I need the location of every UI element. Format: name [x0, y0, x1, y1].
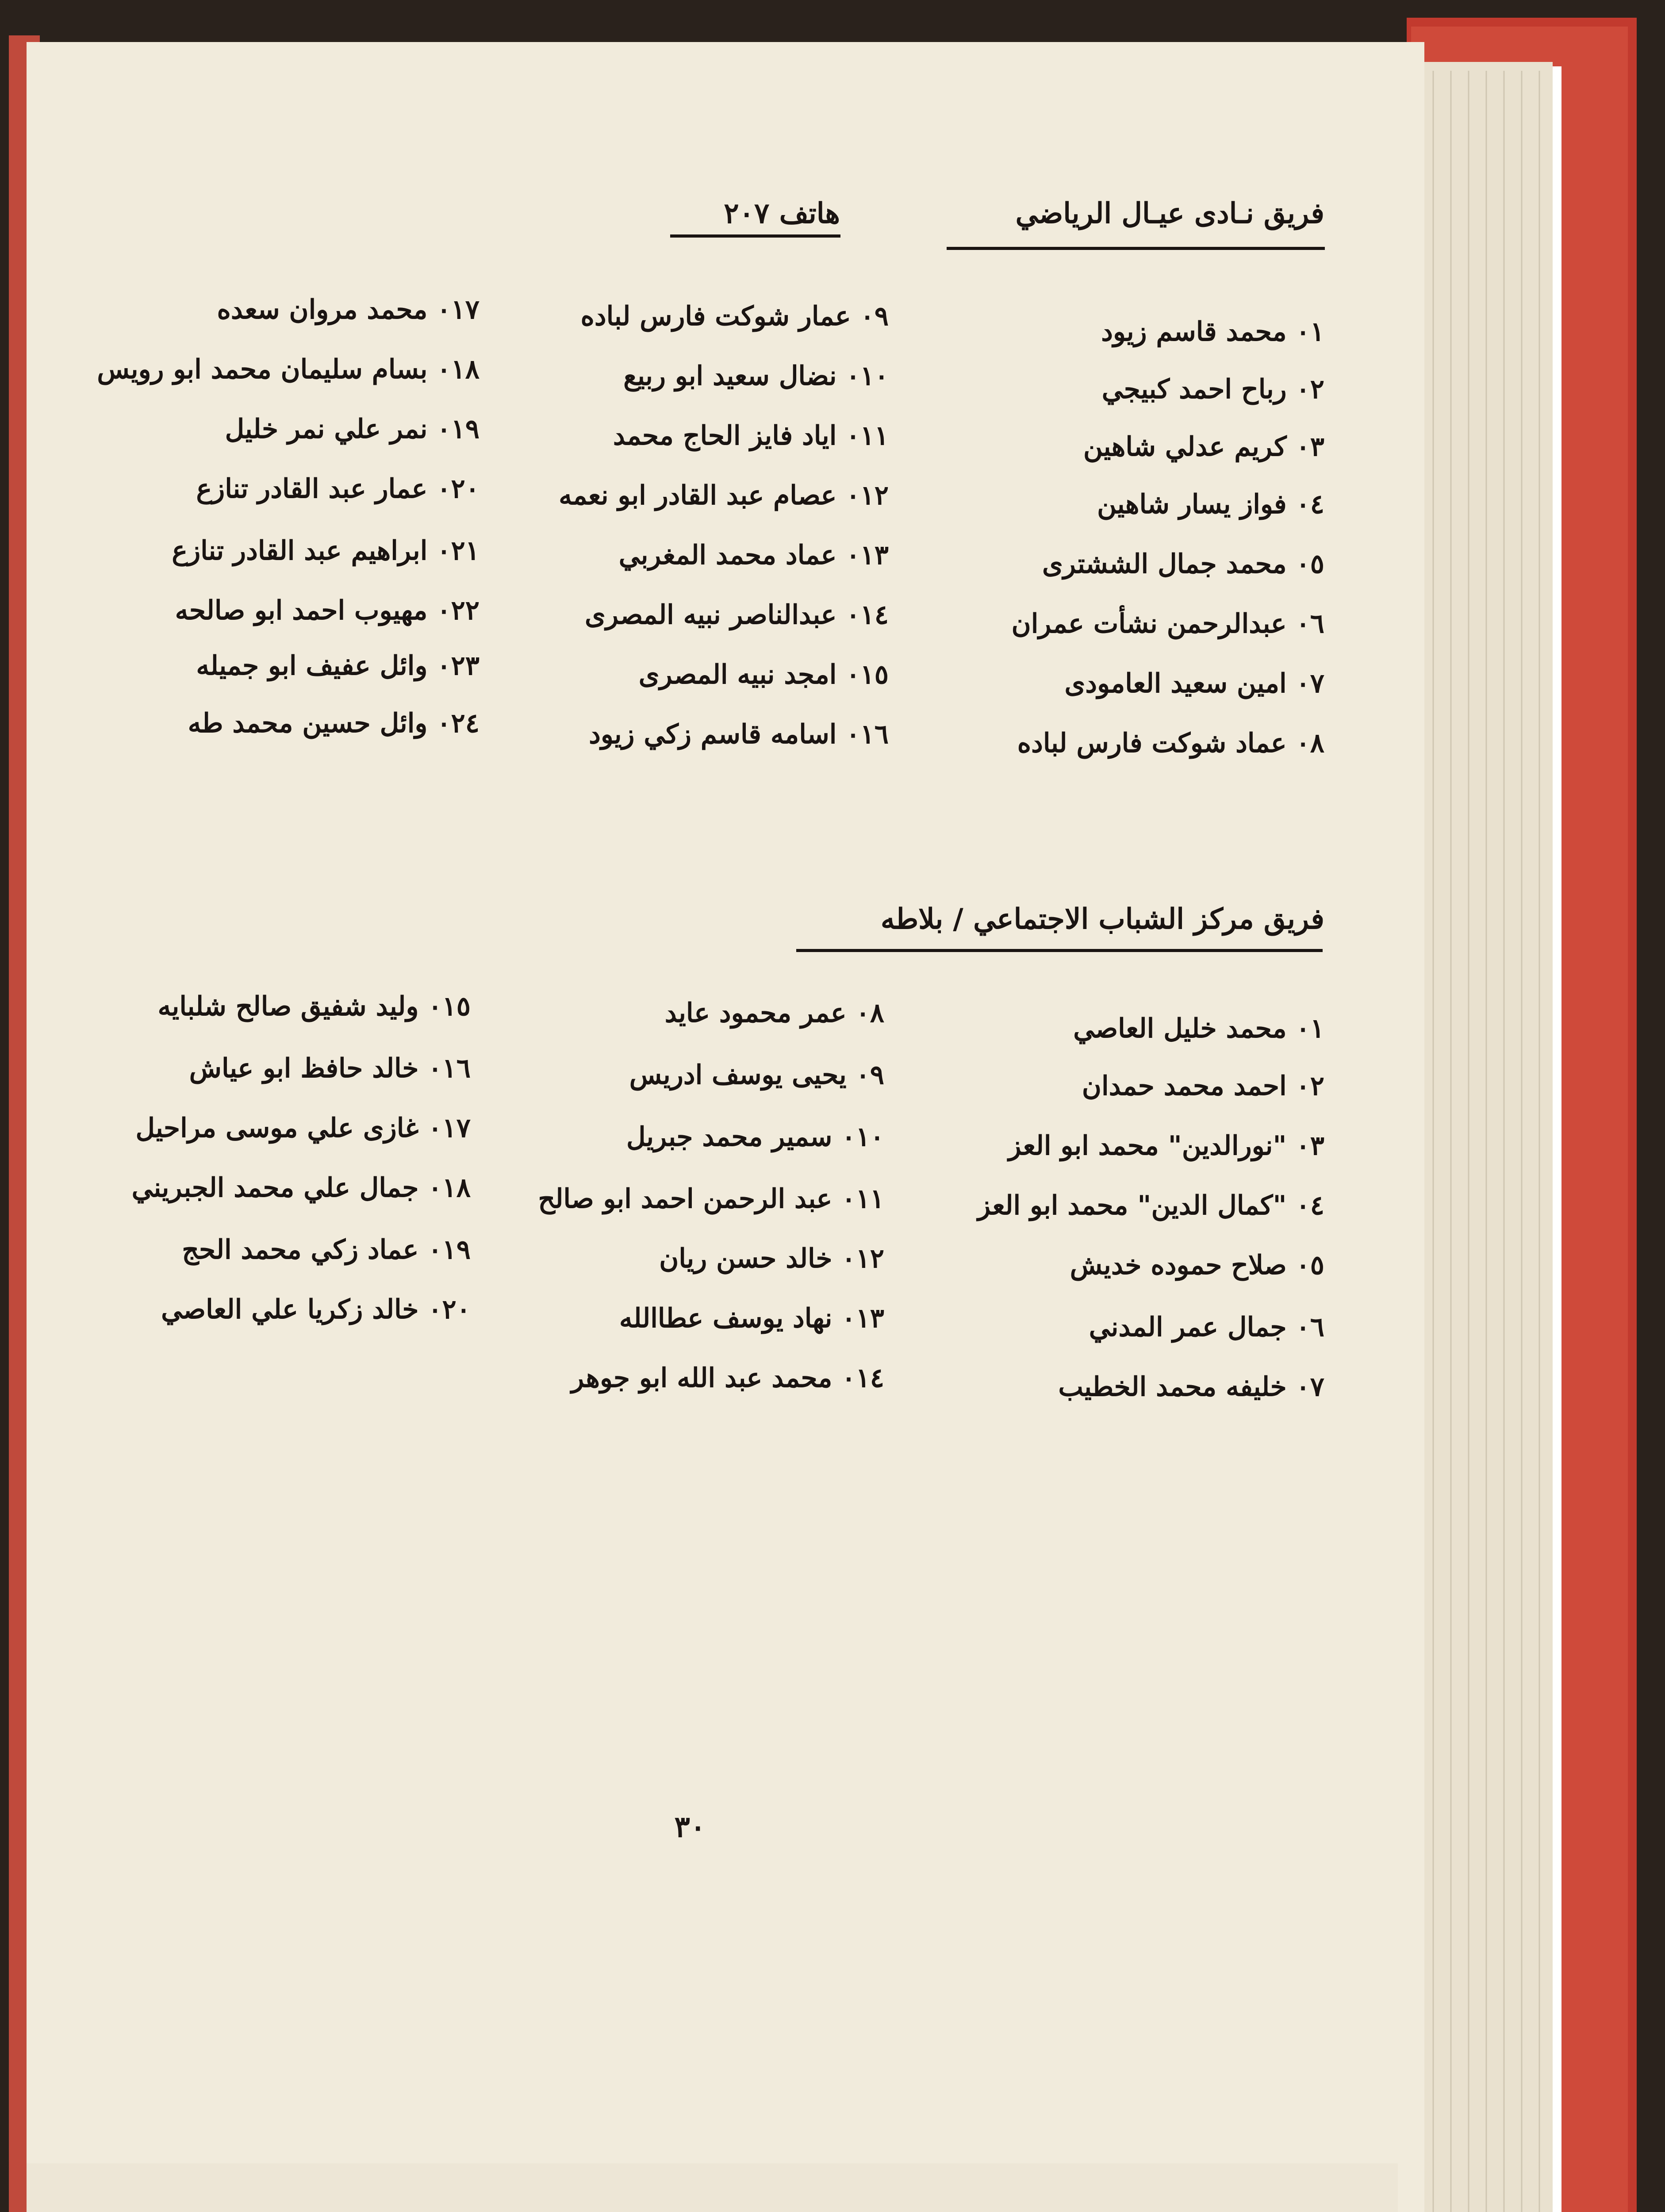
- section1-member: ٠١٥ امجد نبيه المصرى: [638, 659, 889, 690]
- section1-member: ٠٢٤ وائل حسين محمد طه: [188, 708, 480, 739]
- section2-member: ٠١٣ نهاد يوسف عطاالله: [619, 1303, 884, 1334]
- section2-member: ٠١٢ خالد حسن ريان: [659, 1243, 884, 1274]
- section2-member: ٠١٩ عماد زكي محمد الحج: [182, 1234, 471, 1265]
- section2-member: ٠١١ عبد الرحمن احمد ابو صالح: [538, 1183, 884, 1214]
- section2-member: ٠١٥ وليد شفيق صالح شلبايه: [157, 991, 471, 1022]
- section2-member: ٠١٧ غازى علي موسى مراحيل: [135, 1113, 471, 1144]
- section1-member: ٠٢١ ابراهيم عبد القادر تنازع: [172, 535, 480, 566]
- section1-member: ٠١١ اياد فايز الحاج محمد: [613, 420, 889, 451]
- section1-member: ٠١٣ عماد محمد المغربي: [618, 540, 889, 571]
- section1-member: ٠١٧ محمد مروان سعده: [217, 294, 480, 325]
- section1-title-underline: [947, 247, 1325, 250]
- section2-member: ٠٧ خليفه محمد الخطيب: [1058, 1371, 1324, 1402]
- section1-member: ٠٣ كريم عدلي شاهين: [1083, 431, 1324, 462]
- section1-title: فريق نـادى عيـال الرياضي: [1015, 197, 1324, 230]
- section1-member: ٠٤ فواز يسار شاهين: [1097, 489, 1324, 520]
- section2-member: ٠٢ احمد محمد حمدان: [1082, 1071, 1324, 1102]
- section1-phone: هاتف ٢٠٧: [724, 197, 840, 230]
- section1-member: ٠١٤ عبدالناصر نبيه المصرى: [585, 599, 889, 630]
- section2-member: ٠١٠ سمير محمد جبريل: [626, 1121, 884, 1152]
- section2-member: ٠٤ "كمال الدين" محمد ابو العز: [978, 1190, 1324, 1221]
- section1-member: ٠١ محمد قاسم زيود: [1101, 316, 1324, 347]
- section1-member: ٠١٩ نمر علي نمر خليل: [225, 414, 480, 445]
- section1-member: ٠٢٢ مهيوب احمد ابو صالحه: [175, 595, 480, 626]
- section2-member: ٠٢٠ خالد زكريا علي العاصي: [161, 1294, 471, 1325]
- section2-member: ٠١٦ خالد حافظ ابو عياش: [189, 1053, 471, 1084]
- section1-member: ٠٥ محمد جمال الششترى: [1042, 549, 1324, 580]
- section2-member: ٠٩ يحيى يوسف ادريس: [629, 1060, 884, 1091]
- section2-member: ٠١٤ محمد عبد الله ابو جوهر: [571, 1363, 884, 1394]
- section2-title-underline: [796, 949, 1323, 952]
- section2-title: فريق مركز الشباب الاجتماعي / بلاطه: [880, 902, 1324, 936]
- section1-member: ٠٨ عماد شوكت فارس لباده: [1017, 728, 1324, 759]
- section2-member: ٠١٨ جمال علي محمد الجبريني: [131, 1172, 471, 1203]
- section2-member: ٠٣ "نورالدين" محمد ابو العز: [1008, 1130, 1324, 1161]
- section1-member: ٠١٦ اسامه قاسم زكي زيود: [589, 719, 889, 750]
- section1-member: ٠٢ رباح احمد كبيجي: [1101, 374, 1324, 405]
- section1-member: ٠٢٣ وائل عفيف ابو جميله: [196, 650, 480, 681]
- section1-member: ٠١٨ بسام سليمان محمد ابو رويس: [97, 354, 480, 385]
- section2-member: ٠١ محمد خليل العاصي: [1073, 1013, 1324, 1044]
- section1-member: ٠٦ عبدالرحمن نشأت عمران: [1011, 608, 1324, 639]
- section2-member: ٠٦ جمال عمر المدني: [1089, 1312, 1324, 1343]
- section2-member: ٠٥ صلاح حموده خديش: [1070, 1250, 1324, 1281]
- section2-member: ٠٨ عمر محمود عايد: [664, 998, 884, 1029]
- section1-phone-underline: [670, 234, 840, 238]
- section1-member: ٠١٢ عصام عبد القادر ابو نعمه: [559, 480, 889, 511]
- section1-member: ٠١٠ نضال سعيد ابو ربيع: [623, 361, 889, 392]
- page-number: ٣٠: [674, 1809, 706, 1844]
- lower-page-strip: [27, 2163, 1398, 2212]
- section1-member: ٠٧ امين سعيد العامودى: [1064, 668, 1324, 699]
- section1-member: ٠٩ عمار شوكت فارس لباده: [580, 301, 889, 332]
- section1-member: ٠٢٠ عمار عبد القادر تنازع: [196, 473, 480, 504]
